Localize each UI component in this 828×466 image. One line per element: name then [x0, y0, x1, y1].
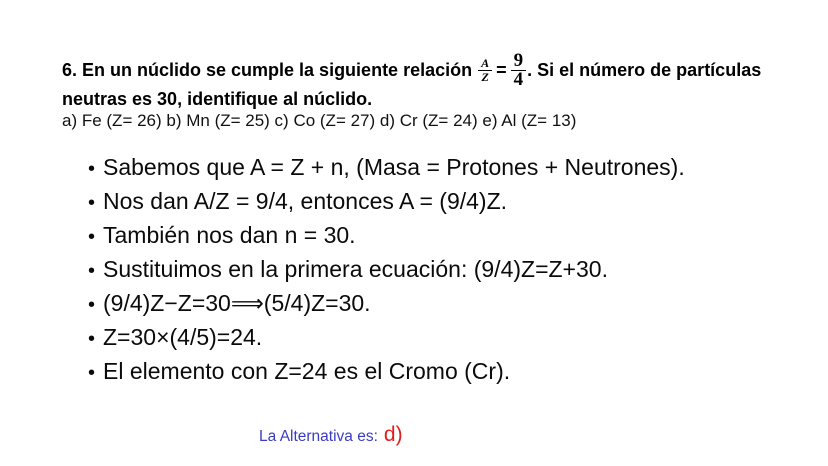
- solution-bullet-text: Z=30×(4/5)=24.: [103, 324, 263, 350]
- solution-bullet-text: Sabemos que A = Z + n, (Masa = Protones + Neutrones).: [103, 154, 685, 180]
- problem-title-prefix: 6. En un núclido se cumple la siguiente relación: [62, 59, 473, 80]
- fraction-numerator-9: 9: [511, 52, 527, 71]
- solution-bullet-text: El elemento con Z=24 es el Cromo (Cr).: [103, 358, 511, 384]
- solution-bullet-text: Nos dan A/Z = 9/4, entonces A = (9/4)Z.: [103, 188, 508, 214]
- solution-bullet-1: [88, 150, 685, 184]
- solution-bullet-text: (9/4)Z−Z=30⟹(5/4)Z=30.: [103, 290, 371, 316]
- problem-statement: [62, 51, 802, 132]
- bullet-dot: •: [88, 226, 96, 248]
- bullet-dot: •: [88, 192, 96, 214]
- bullet-dot: •: [88, 362, 96, 384]
- problem-title-line2: neutras es 30, identifique al núclido.: [62, 89, 373, 109]
- bullet-dot: •: [88, 328, 96, 350]
- solution-bullet-5: [88, 286, 685, 320]
- solution-bullet-6: [88, 320, 685, 354]
- answer-label: La Alternativa es:: [259, 428, 378, 445]
- fraction-denominator-4: 4: [513, 68, 524, 90]
- bullet-dot: •: [88, 158, 96, 180]
- fraction-a-over-z: [478, 57, 492, 84]
- problem-title-suffix: . Si el número de partículas: [527, 59, 762, 80]
- solution-bullet-2: [88, 184, 685, 218]
- answer-value: d): [383, 423, 403, 446]
- solution-bullet-list: [88, 150, 685, 388]
- solution-bullet-7: [88, 354, 685, 388]
- fraction-denominator-z: Z: [481, 69, 489, 84]
- bullet-dot: •: [88, 294, 96, 316]
- problem-title-line1: [62, 51, 802, 89]
- answer-options-line: a) Fe (Z= 26) b) Mn (Z= 25) c) Co (Z= 27) d) Cr (Z= 24) e) Al (Z= 13): [62, 111, 577, 130]
- answer-line: [259, 423, 403, 449]
- fraction-numerator-a: A: [478, 57, 492, 71]
- solution-bullet-3: [88, 218, 685, 252]
- equals-sign: =: [496, 59, 507, 80]
- solution-bullet-text: Sustituimos en la primera ecuación: (9/4)Z=Z+30.: [103, 256, 608, 282]
- solution-bullet-4: [88, 252, 685, 286]
- bullet-dot: •: [88, 260, 96, 282]
- fraction-9-over-4: [511, 49, 527, 90]
- solution-bullet-text: También nos dan n = 30.: [103, 222, 356, 248]
